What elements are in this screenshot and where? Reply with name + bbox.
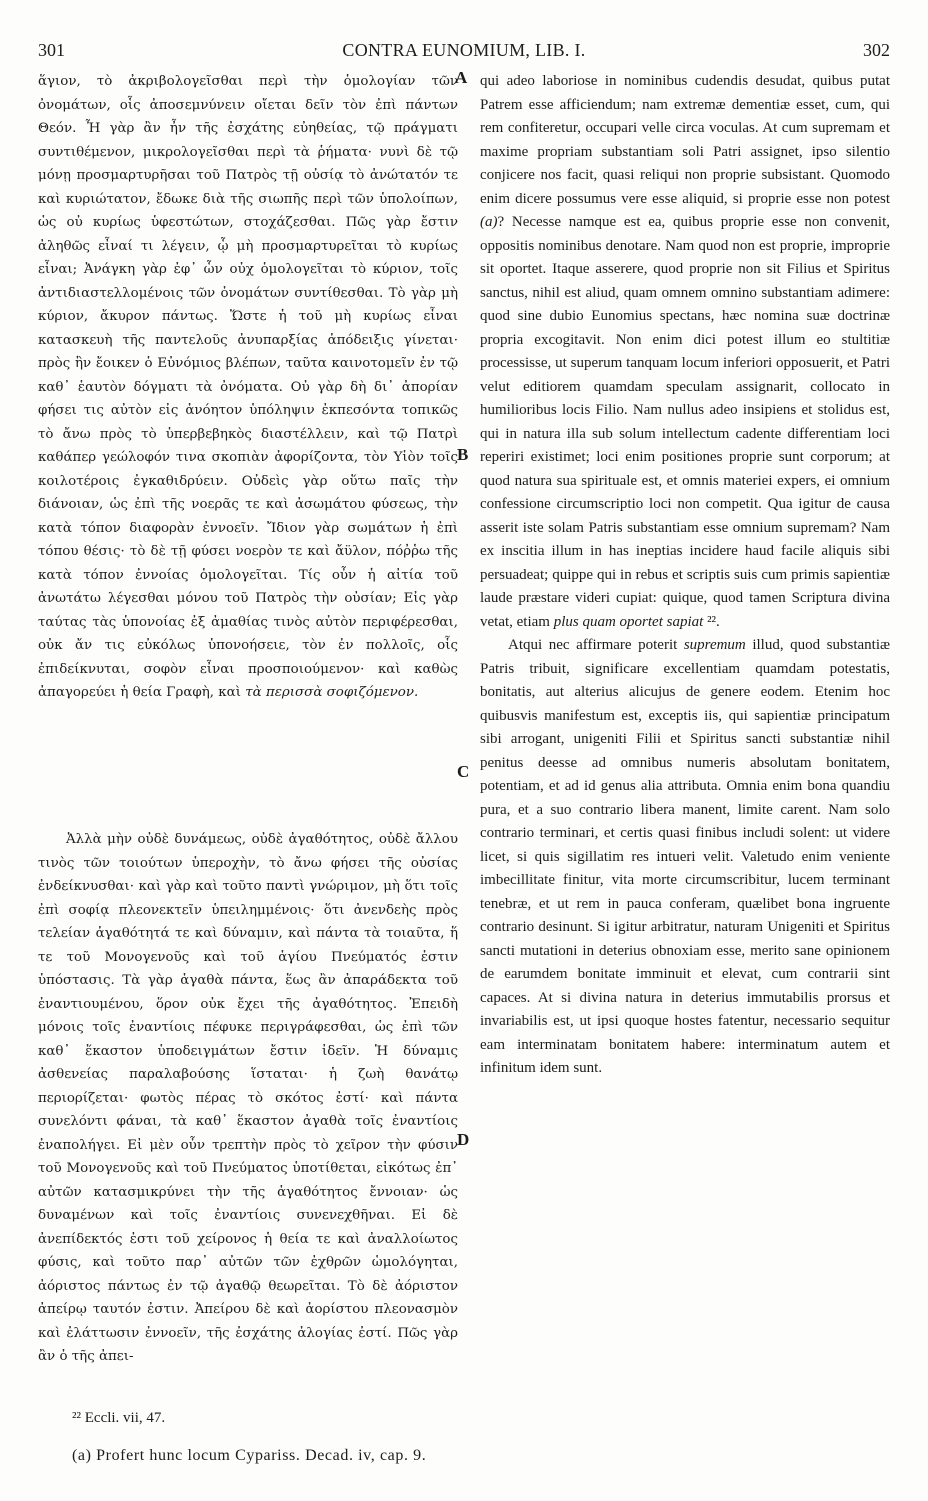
- section-marker-d: D: [457, 1130, 470, 1149]
- page-number-right: 302: [863, 40, 890, 60]
- greek-paragraph-1: [38, 70, 458, 705]
- latin-text-1: qui adeo laboriose in nominibus cudendis desudat, quibus putat Patrem esse afficiendum; nam extremæ dementiæ esset, cum, qui rem confiteretur, occupari velle circa voculas. At cum supremam et maxime propriam substantiam soli Patri assignet, ipso silentio conjicere nos facit, quasi reliqui non proprie subsistant. Quomodo enim dicere possumus vere esse aliquid, si proprie esse non potest: [480, 73, 890, 207]
- greek-italic-quote: τὰ περισσὰ σοφιζόμενον.: [245, 685, 419, 700]
- latin-italic-supremum: supremum: [683, 637, 746, 653]
- latin-note-ref-a: (a): [480, 214, 498, 230]
- footnote-a: (a) Profert hunc locum Cypariss. Decad. iv, cap. 9.: [72, 1447, 427, 1464]
- greek-paragraph-2: Ἀλλὰ μὴν οὐδὲ δυνάμεως, οὐδὲ ἀγαθότητος, οὐδὲ ἄλλου τινὸς τῶν τοιούτων ὑπεροχὴν, τὸ ἄνω φήσει τῆς οὐσίας ἐνδείκνυσθαι· καὶ γὰρ καὶ τοῦτο παντὶ γνώριμον, μὴ ὅτι τοῖς ἐπὶ σοφίᾳ πλεονεκτεῖν ὑπειλημμένοις· ὅτι ἀνενδεὴς πρὸς τελείαν ἀγαθότητά τε καὶ δύναμιν, καὶ πάντα τὰ τοιαῦτα, ἥ τε τοῦ Μονογενοῦς καὶ τοῦ ἁγίου Πνεύματός ἐστιν ὑπόστασις. Τὰ γὰρ ἀγαθὰ πάντα, ἕως ἂν ἀπαράδεκτα τοῦ ἐναντιουμένου, ὅρον οὐκ ἔχει τῆς ἀγαθότητος. Ἐπειδὴ μόνοις τοῖς ἐναντίοις πέφυκε περιγράφεσθαι, ὡς ἐπὶ τῶν καθ᾽ ἕκαστον ὑποδειγμάτων ἔστιν ἰδεῖν. Ἡ δύναμις ἀσθενείας παραλαβούσης ἵσταται· ἡ ζωὴ θανάτῳ περιορίζεται· φωτὸς πέρας τὸ σκότος ἐστί· καὶ πάντα συνελόντι φάναι, τὰ καθ᾽ ἕκαστον ἀγαθὰ τοῖς ἐναντίοις ἐναπολήγει. Εἰ μὲν οὖν τρεπτὴν πρὸς τὸ χεῖρον τὴν φύσιν τοῦ Μονογενοῦς καὶ τοῦ Πνεύματος ὑποτίθεται, εἰκότως ἐπ᾽ αὐτῶν κατασμικρύνει τὴν τῆς ἀγαθότητος ἔννοιαν· ὡς δυναμένων καὶ τοῖς ἐναντίοις συνενεχθῆναι. Εἰ δὲ ἀνεπίδεκτός ἐστι τοῦ χείρονος ἡ θεία τε καὶ ἀναλλοίωτος φύσις, καὶ τοῦτο παρ᾽ αὐτῶν τῶν ἐχθρῶν ὡμολόγηται, ἀόριστος πάντως ἐν τῷ ἀγαθῷ θεωρεῖται. Τὸ δὲ ἀόριστον ἀπείρῳ ταυτόν ἐστιν. Ἀπείρου δὲ καὶ ἀορίστου πλεονασμὸν καὶ ἐλάττωσιν ἐννοεῖν, τῆς ἐσχάτης ἀλογίας ἐστί. Πῶς γὰρ ἂν ὁ τῆς ἀπει-: [38, 832, 458, 1364]
- section-marker-c: C: [457, 762, 470, 781]
- latin-footnote-ref: ²².: [703, 613, 720, 630]
- page-number-left: 301: [38, 40, 65, 60]
- latin-text-1b: ? Necesse namque est ea, quibus proprie esse non convenit, oppositis nominibus denotare. Nam quod non est proprie, improprie sit oportet. Itaque asserere, quod proprie non sit Filius et Spiritus sanctus, nihil est aliud, quam omnem omnino substantiam adimere: quod sine dubio Eunomius spectans, hæc nomina suæ doctrinæ propria excogitavit. Non enim dici potest illum eo stultitiæ processisse, ut superum tanquam locum inferiori opposuerit, et Patri velut editiorem quamdam speculam assignarit, collocato in humilioribus locis Filio. Nam nullus adeo insipiens et stolidus est, qui in natura illa sub solum intellectum cadente differentiam loci reperiri existimet; loci enim positiones proprie sunt corporum; at quod natura sua spirituale est, et omnis materiei expers, ei omnium confessione circumscriptio loci non competit. Qua igitur de causa asserit iste solam Patris substantiam esse omnium supremam? Nam ex inscitia illum in has ineptias incidere haud facile aliquis sibi persuadeat; quippe qui in rebus et scriptis suis cum primis sapientiæ laude præstare videri cupiat: quique, quod tamen Scriptura divina vetat, etiam: [480, 214, 890, 630]
- footnote-22: ²² Eccli. vii, 47.: [72, 1410, 166, 1426]
- greek-text-1: ἅγιον, τὸ ἀκριβολογεῖσθαι περὶ τὴν ὁμολογίαν τῶν ὀνομάτων, οἷς ἀποσεμνύνειν οἴεται δεῖν τὸν ἐπὶ πάντων Θεόν. Ἦ γὰρ ἂν ἦν τῆς ἐσχάτης εὐηθείας, τῷ πράγματι συντιθέμενον, μικρολογεῖσθαι περὶ τὰ ῥήματα· νυνὶ δὲ τῷ μόνῃ προσμαρτυρῆσαι τοῦ Πατρὸς τῇ οὐσίᾳ τὸ ἀνώτατόν τε καὶ κυριώτατον, ἔδωκε διὰ τῆς σιωπῆς περὶ τῶν ὑπολοίπων, ὡς οὐ κυρίως ὑφεστώτων, στοχάζεσθαι. Πῶς γὰρ ἔστιν ἀληθῶς εἶναί τι λέγειν, ᾧ μὴ προσμαρτυρεῖται τὸ κυρίως εἶναι; Ἀνάγκη γὰρ ἐφ᾽ ὧν οὐχ ὁμολογεῖται τὸ κύριον, τοῖς ἀντιδιαστελλομένοις τῶν ὀνομάτων συντίθεσθαι. Τὸ γὰρ μὴ κύριον, ἄκυρον πάντως. Ὥστε ἡ τοῦ μὴ κυρίως εἶναι κατασκευὴ τῆς παντελοῦς ἀνυπαρξίας ἀπόδειξις γίνεται· πρὸς ἣν ἔοικεν ὁ Εὐνόμιος βλέπων, ταῦτα καινοτομεῖν ἐν τῷ καθ᾽ ἑαυτὸν δόγματι τὰ ὀνόματα. Οὐ γὰρ δὴ δι᾽ ἀπορίαν φήσει τις αὐτὸν εἰς ἀνόητον ὑπόληψιν ἐκπεσόντα τοπικῶς τὸ ἄνω πρὸς τὸ ὑπερβεβηκὸς διαστέλλειν, καὶ τῷ Πατρὶ καθάπερ γεώλοφόν τινα σκοπιὰν ἀφορίζοντα, τὸν Υἱὸν τοῖς κοιλοτέροις ἐγκαθιδρύειν. Οὐδεὶς γὰρ οὕτω παῖς τὴν διάνοιαν, ὡς ἐπὶ τῆς νοερᾶς τε καὶ ἀσωμάτου φύσεως, τὴν κατὰ τόπον διαφορὰν ἐννοεῖν. Ἴδιον γὰρ σωμάτων ἡ ἐπὶ τόπου θέσις· τὸ δὲ τῇ φύσει νοερὸν τε καὶ ἄϋλον, πόῤῥω τῆς κατὰ τόπον ἐννοίας ὁμολογεῖται. Τίς οὖν ἡ αἰτία τοῦ ἀνωτάτω λέγεσθαι μόνου τοῦ Πατρὸς τὴν οὐσίαν; Εἰς γὰρ ταύτας τὰς ὑπονοίας ἐξ ἀμαθίας τινὸς αὐτὸν περιφέρεσθαι, οὐκ ἄν τις εὐκόλως ὑπονοήσειε, τὸν ἐν πολλοῖς, οἷς ἐπιδείκνυται, σοφὸν εἶναι προσποιούμενον· καὶ καθὼς ἀπαγορεύει ἡ θεία Γραφὴ, καὶ: [38, 74, 458, 700]
- latin-italic-quote: plus quam oportet sapiat: [553, 613, 704, 630]
- page-header: [38, 40, 890, 66]
- latin-text-2a: Atqui nec affirmare poterit: [508, 637, 684, 653]
- running-title: CONTRA EUNOMIUM, LIB. I.: [342, 40, 586, 60]
- latin-column: [480, 70, 890, 1081]
- latin-text-2b: illud, quod substantiæ Patris tribuit, significare excellentiam quamdam potestatis, bonitatis, aut alterius alicujus de genere eodem. Etenim hoc quibusvis manifestum est, exceptis iis, qui sapientiæ principatum sibi arrogant, unigeniti Filii et Spiritus sancti substantiæ nihil penitus deesse ad omnibus numeris absolutam bonitatem, potentiam, et ad id genus alia attributa. Omnia enim bona quandiu pura, et a suo contrario libera manent, limite carent. Nam solo contrario terminari, et certis quasi finibus includi solent: ut videre licet, si quis sigillatim res intueri velit. Valetudo enim veniente imbecillitate finitur, vita morte circumscribitur, lucem terminant tenebræ, et ut rem in pauca conferam, quælibet bona ingruente contrario desinunt. Si igitur arbitratur, naturam Unigeniti et Spiritus sancti mutationi in deterius obnoxiam esse, merito sane opinionem de earumdem bonitate imminuit et elevat, cum contrarii sint capaces. At si divina natura in deterius immutabilis prorsus et invariabilis est, ut ipsi quoque hostes fatentur, necessario sequitur eam interminatam bonitatem habere: interminatum autem et infinitum idem sunt.: [480, 637, 891, 1076]
- section-marker-a: A: [455, 68, 468, 87]
- latin-paragraph-1: [480, 70, 890, 634]
- greek-column-upper: [38, 70, 458, 705]
- greek-column-lower: [38, 828, 458, 1369]
- section-marker-b: B: [457, 445, 469, 464]
- latin-paragraph-2: [480, 634, 890, 1081]
